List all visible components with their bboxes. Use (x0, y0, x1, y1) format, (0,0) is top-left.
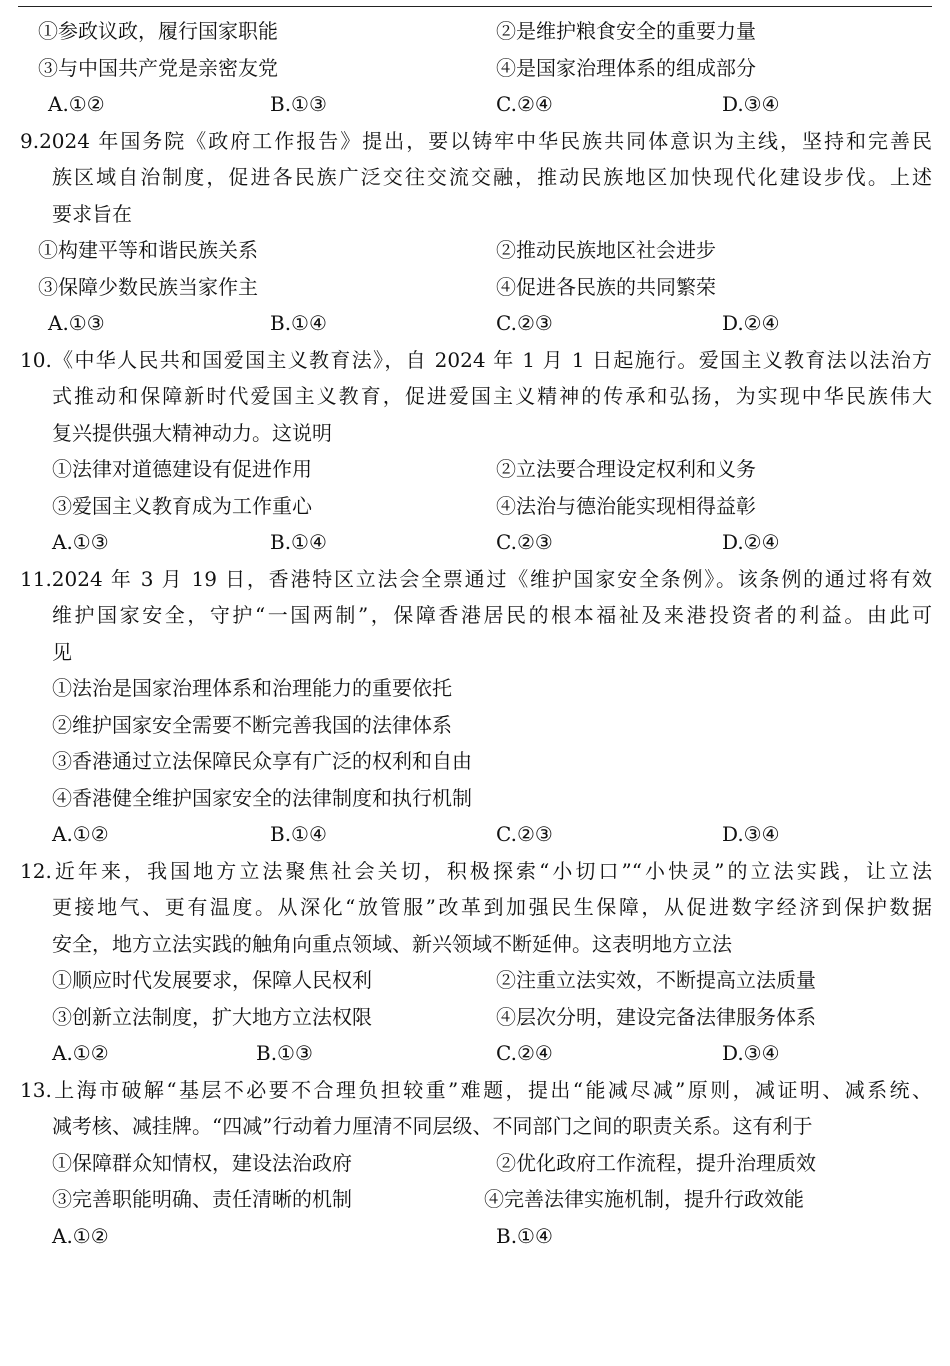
statement-2: ②推动民族地区社会进步 (496, 238, 716, 262)
option-c: C.②③ (496, 530, 553, 554)
question-text-line: 安全，地方立法实践的触角向重点领域、新兴领域不断延伸。这表明地方立法 (52, 932, 732, 956)
option-d: D.②④ (722, 530, 780, 554)
statement-2: ②注重立法实效，不断提高立法质量 (496, 968, 816, 992)
top-rule (18, 6, 932, 7)
option-d: D.③④ (722, 92, 780, 116)
statement-4: ④促进各民族的共同繁荣 (496, 275, 716, 299)
option-d: D.③④ (722, 822, 780, 846)
question-text-line: 见 (52, 640, 72, 664)
statement-4: ④法治与德治能实现相得益彰 (496, 494, 756, 518)
statement-1: ①构建平等和谐民族关系 (38, 238, 258, 262)
option-a: A.①② (52, 822, 109, 846)
option-a: A.①② (52, 1224, 109, 1248)
statement-2: ②是维护粮食安全的重要力量 (496, 19, 756, 43)
option-a: A.①③ (52, 530, 109, 554)
option-c: C.②④ (496, 1041, 553, 1065)
statement-3: ③完善职能明确、责任清晰的机制 (52, 1187, 352, 1211)
statement-4: ④层次分明，建设完备法律服务体系 (496, 1005, 816, 1029)
option-a: A.①② (52, 1041, 109, 1065)
statement-3: ③爱国主义教育成为工作重心 (52, 494, 312, 518)
option-a: A.①② (48, 92, 105, 116)
option-b: B.①④ (270, 530, 327, 554)
question-text-line: 复兴提供强大精神动力。这说明 (52, 421, 332, 445)
question-text-line: 11.2024 年 3 月 19 日，香港特区立法会全票通过《维护国家安全条例》。该条例的通过将有效 (20, 567, 932, 591)
option-b: B.①④ (270, 822, 327, 846)
statement-1: ①顺应时代发展要求，保障人民权利 (52, 968, 372, 992)
statement-3: ③创新立法制度，扩大地方立法权限 (52, 1005, 372, 1029)
option-d: D.③④ (722, 1041, 780, 1065)
statement-3: ③香港通过立法保障民众享有广泛的权利和自由 (52, 749, 472, 773)
statement-4: ④是国家治理体系的组成部分 (496, 56, 756, 80)
statement-4: ④完善法律实施机制，提升行政效能 (484, 1187, 804, 1211)
question-text-line: 式推动和保障新时代爱国主义教育，促进爱国主义精神的传承和弘扬，为实现中华民族伟大 (52, 384, 932, 408)
option-c: C.②④ (496, 92, 553, 116)
statement-2: ②优化政府工作流程，提升治理质效 (496, 1151, 816, 1175)
statement-3: ③保障少数民族当家作主 (38, 275, 258, 299)
option-b: B.①④ (496, 1224, 553, 1248)
option-c: C.②③ (496, 822, 553, 846)
question-text-line: 10.《中华人民共和国爱国主义教育法》，自 2024 年 1 月 1 日起施行。爱国主义教育法以法治方 (20, 348, 932, 372)
statement-4: ④香港健全维护国家安全的法律制度和执行机制 (52, 786, 472, 810)
question-text-line: 更接地气、更有温度。从深化“放管服”改革到加强民生保障，从促进数字经济到保护数据 (52, 895, 932, 919)
statement-3: ③与中国共产党是亲密友党 (38, 56, 278, 80)
option-b: B.①③ (270, 92, 327, 116)
statement-1: ①法治是国家治理体系和治理能力的重要依托 (52, 676, 452, 700)
question-text-line: 维护国家安全，守护“一国两制”，保障香港居民的根本福祉及来港投资者的利益。由此可 (52, 603, 932, 627)
statement-1: ①法律对道德建设有促进作用 (52, 457, 312, 481)
statement-2: ②维护国家安全需要不断完善我国的法律体系 (52, 713, 452, 737)
statement-1: ①参政议政，履行国家职能 (38, 19, 278, 43)
question-text-line: 减考核、减挂牌。“四减”行动着力厘清不同层级、不同部门之间的职责关系。这有利于 (52, 1114, 813, 1138)
question-text-line: 族区域自治制度，促进各民族广泛交往交流交融，推动民族地区加快现代化建设步伐。上述 (52, 165, 932, 189)
option-c: C.②③ (496, 311, 553, 335)
question-text-line: 9.2024 年国务院《政府工作报告》提出，要以铸牢中华民族共同体意识为主线，坚持和完善民 (20, 129, 932, 153)
option-d: D.②④ (722, 311, 780, 335)
question-text-line: 12.近年来，我国地方立法聚焦社会关切，积极探索“小切口”“小快灵”的立法实践，让立法 (20, 859, 932, 883)
option-b: B.①③ (256, 1041, 313, 1065)
option-b: B.①④ (270, 311, 327, 335)
question-text-line: 要求旨在 (52, 202, 132, 226)
question-text-line: 13.上海市破解“基层不必要不合理负担较重”难题，提出“能减尽减”原则，减证明、减系统、 (20, 1078, 932, 1102)
option-a: A.①③ (48, 311, 105, 335)
statement-2: ②立法要合理设定权利和义务 (496, 457, 756, 481)
statement-1: ①保障群众知情权，建设法治政府 (52, 1151, 352, 1175)
